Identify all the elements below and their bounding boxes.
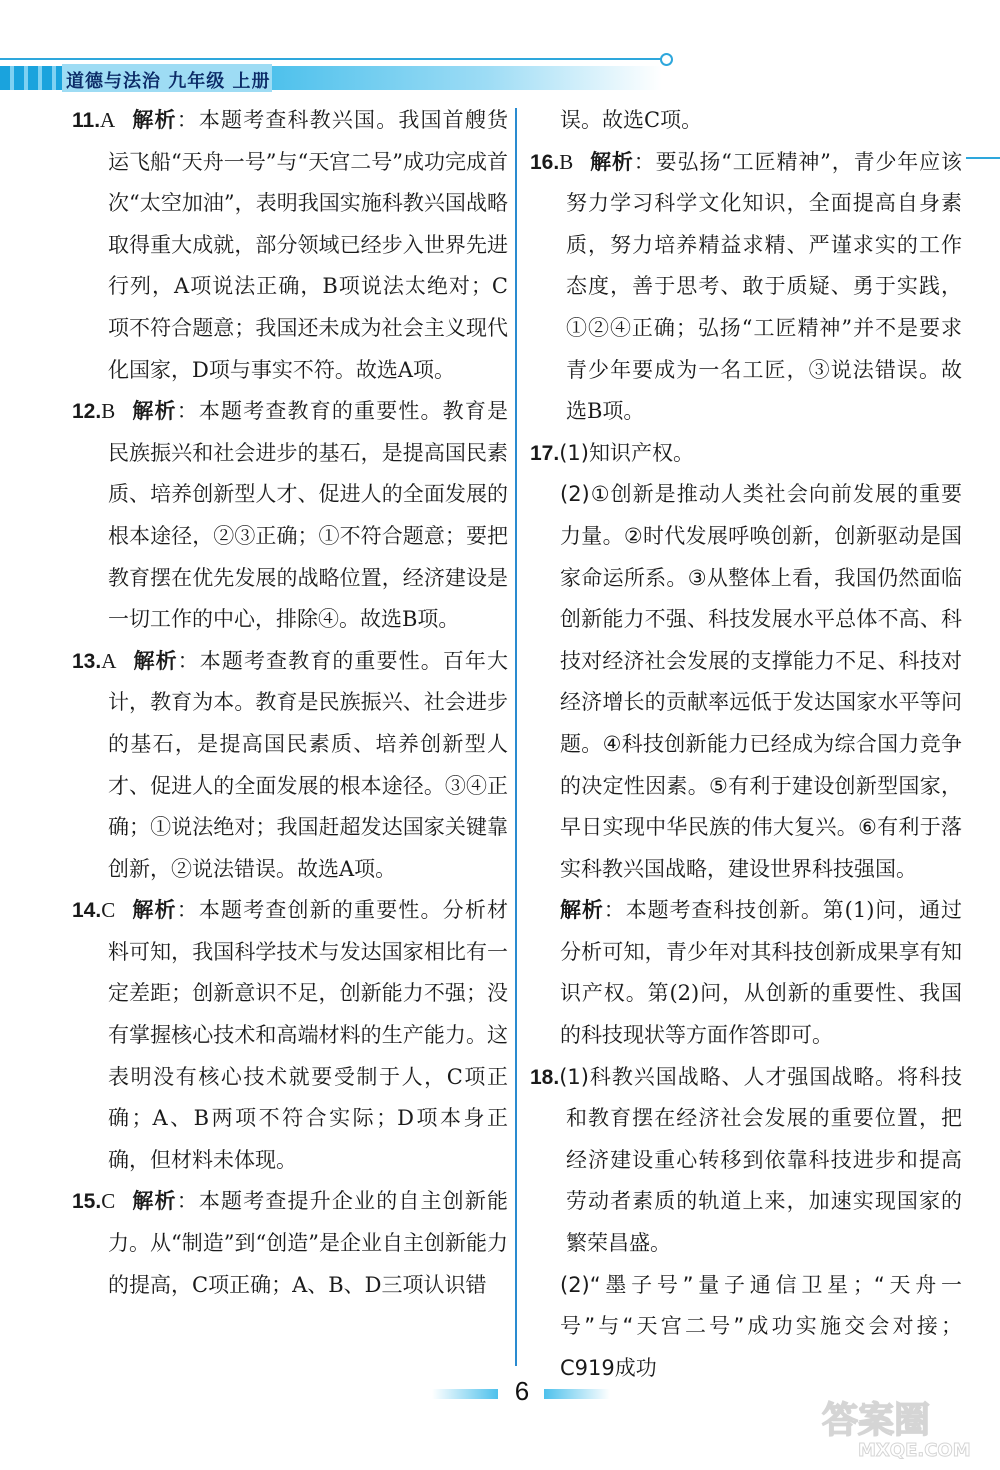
svg-text:答案圈: 答案圈 [822,1400,931,1441]
page-number: 6 [514,1376,530,1406]
watermark-logo [818,1392,978,1462]
answer-choice: A [100,108,116,132]
header-stripe-blocks [0,66,62,90]
answer-item-13 [72,641,508,891]
answer-item-15 [72,1181,508,1306]
answer-part-1: (1)知识产权。 [559,440,694,465]
answer-item-11 [72,100,508,391]
analysis-label: 解析 [131,108,177,132]
answer-choice: C [101,898,116,923]
answer-choice: A [101,648,117,673]
answer-choice: B [101,399,116,424]
left-column [72,100,508,1306]
analysis-label: 解析 [131,1189,177,1214]
analysis-label: 解析 [589,149,634,174]
margin-rule [966,157,1000,159]
analysis-label: 解析 [131,399,177,424]
footer-bar-left [432,1389,498,1399]
question-number: 13. [72,649,102,673]
answer-item-12 [72,391,508,641]
column-divider [515,108,517,1366]
question-number: 15. [72,1190,102,1214]
answer-choice: C [101,1189,116,1214]
answer-item-14 [72,890,508,1181]
question-number: 16. [530,150,560,174]
answer-choice: B [559,149,574,174]
header-rule-dot [660,53,673,66]
analysis-label: 解析 [560,898,604,923]
answer-item-17 [530,433,962,475]
answer-17-part-2: (2)①创新是推动人类社会向前发展的重要力量。②时代发展呼唤创新，创新驱动是国家命运所系。③从整体上看，我国仍然面临创新能力不强、科技发展水平总体不高、科技对经济社会发展的支撑能力不足、科技对经济增长的贡献率远低于发达国家水平等问题。④科技创新能力已经成为综合国力竞争的决定性因素。⑤有利于建设创新型国家，早日实现中华民族的伟大复兴。⑥有利于落实科教兴国战略，建设世界科技强国。 [560,482,962,881]
question-number: 17. [530,441,560,465]
answer-17-analysis [530,890,962,1056]
answer-part-1: (1)科教兴国战略、人才强国战略。将科技和教育摆在经济社会发展的重要位置，把经济建设重心转移到依靠科技进步和提高劳动者素质的轨道上来，加速实现国家的繁荣昌盛。 [559,1064,962,1256]
analysis-text: ：本题考查科技创新。第(1)问，通过分析可知，青少年对其科技创新成果享有知识产权。第(2)问，从创新的重要性、我国的科技现状等方面作答即可。 [560,898,962,1048]
question-number: 11. [72,109,101,132]
header-rule [0,58,662,60]
footer-bar-right [544,1389,610,1399]
analysis-text: ：要弘扬“工匠精神”，青少年应该努力学习科学文化知识，全面提高自身素质，努力培养精益求精、严谨求实的工作态度，善于思考、敢于质疑、勇于实践，①②④正确；弘扬“工匠精神”并不是要求青少年要成为一名工匠，③说法错误。故选B项。 [566,149,962,424]
analysis-label: 解析 [132,648,178,673]
analysis-text: ：本题考查教育的重要性。百年大计，教育为本。教育是民族振兴、社会进步的基石，是提高国民素质、培养创新型人才、促进人的全面发展的根本途径。③④正确；①说法绝对；我国赶超发达国家关键靠创新，②说法错误。故选A项。 [108,648,509,881]
svg-text:MXQE.COM: MXQE.COM [858,1440,971,1461]
page-header [0,58,1000,98]
question-number: 14. [72,899,102,923]
header-gradient-bar [272,66,662,90]
question-number: 18. [530,1065,560,1089]
answer-item-16 [530,142,962,433]
question-number: 12. [72,400,102,424]
analysis-text: ：本题考查科教兴国。我国首艘货运飞船“天舟一号”与“天宫二号”成功完成首次“太空加油”，表明我国实施科教兴国战略取得重大成就，部分领域已经步入世界先进行列，A项说法正确，B项说法太绝对；C项不符合题意；我国还未成为社会主义现代化国家，D项与事实不符。故选A项。 [108,108,509,382]
answer-item-18 [530,1057,962,1265]
analysis-label: 解析 [131,898,177,923]
answer-18-part-2: (2)“墨子号”量子通信卫星；“天舟一号”与“天宫二号”成功实施交会对接；C919成功 [560,1272,962,1380]
analysis-text: ：本题考查教育的重要性。教育是民族振兴和社会进步的基石，是提高国民素质、培养创新型人才、促进人的全面发展的根本途径，②③正确；①不符合题意；要把教育摆在优先发展的战略位置，经济建设是一切工作的中心，排除④。故选B项。 [108,399,509,632]
right-column [530,100,962,1389]
answer-item-15-continued: 误。故选C项。 [560,108,703,132]
analysis-text: ：本题考查创新的重要性。分析材料可知，我国科学技术与发达国家相比有一定差距；创新意识不足，创新能力不强；没有掌握核心技术和高端材料的生产能力。这表明没有核心技术就要受制于人，C项正确；A、B两项不符合实际；D项本身正确，但材料未体现。 [108,898,509,1172]
analysis-text: ：本题考查提升企业的自主创新能力。从“制造”到“创造”是企业自主创新能力的提高，C项正确；A、B、D三项认识错 [108,1189,509,1297]
book-title: 道德与法治 九年级 上册 [66,71,271,92]
